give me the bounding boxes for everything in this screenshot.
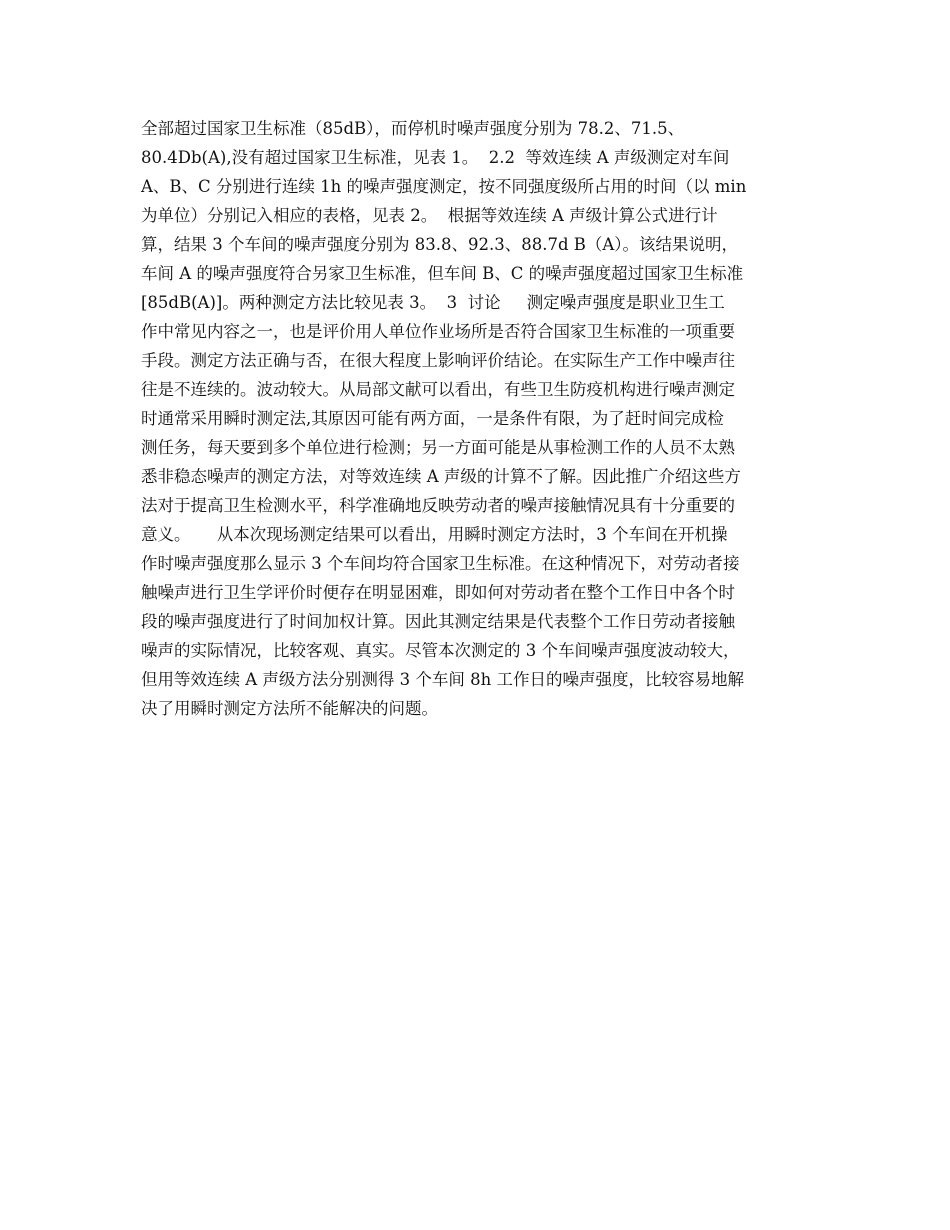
text-line: 手段。测定方法正确与否，在很大程度上影响评价结论。在实际生产工作中噪声往 bbox=[141, 351, 735, 370]
text-line: 段的噪声强度进行了时间加权计算。因此其测定结果是代表整个工作日劳动者接触 bbox=[141, 612, 735, 631]
body-text bbox=[141, 114, 821, 723]
text-line: 算，结果 3 个车间的噪声强度分别为 83.8、92.3、88.7d B（A）。该结果说明， bbox=[141, 235, 739, 254]
text-line: 噪声的实际情况，比较客观、真实。尽管本次测定的 3 个车间噪声强度波动较大， bbox=[141, 641, 740, 660]
text-line: 法对于提高卫生检测水平，科学准确地反映劳动者的噪声接触情况具有十分重要的 bbox=[141, 496, 735, 515]
text-line: A、B、C 分别进行连续 1h 的噪声强度测定，按不同强度级所占用的时间（以 min bbox=[141, 177, 747, 196]
text-line: 为单位）分别记入相应的表格，见表 2。 根据等效连续 A 声级计算公式进行计 bbox=[141, 206, 718, 225]
text-line: 往是不连续的。波动较大。从局部文献可以看出，有些卫生防疫机构进行噪声测定 bbox=[141, 380, 735, 399]
text-line: 作中常见内容之一，也是评价用人单位作业场所是否符合国家卫生标准的一项重要 bbox=[141, 322, 735, 341]
text-line: 车间 A 的噪声强度符合另家卫生标准，但车间 B、C 的噪声强度超过国家卫生标准 bbox=[141, 264, 744, 283]
text-line: 但用等效连续 A 声级方法分别测得 3 个车间 8h 工作日的噪声强度，比较容易地解 bbox=[141, 670, 745, 689]
text-line: 悉非稳态噪声的测定方法，对等效连续 A 声级的计算不了解。因此推广介绍这些方 bbox=[141, 467, 741, 486]
text-line: [85dB(A)]。两种测定方法比较见表 3。 3 讨论 测定噪声强度是职业卫生工 bbox=[141, 293, 725, 312]
text-line: 80.4Db(A),没有超过国家卫生标准，见表 1。 2.2 等效连续 A 声级测定对车间 bbox=[141, 148, 730, 167]
text-line: 测任务，每天要到多个单位进行检测；另一方面可能是从事检测工作的人员不太熟 bbox=[141, 438, 735, 457]
text-line: 意义。 从本次现场测定结果可以看出，用瞬时测定方法时，3 个车间在开机操 bbox=[141, 525, 728, 544]
text-line: 决了用瞬时测定方法所不能解决的问题。 bbox=[141, 699, 438, 718]
text-line: 全部超过国家卫生标准（85dB），而停机时噪声强度分别为 78.2、71.5、 bbox=[141, 119, 685, 138]
text-line: 时通常采用瞬时测定法,其原因可能有两方面，一是条件有限，为了赶时间完成检 bbox=[141, 409, 724, 428]
text-line: 触噪声进行卫生学评价时便存在明显困难，即如何对劳动者在整个工作日中各个时 bbox=[141, 583, 735, 602]
text-line: 作时噪声强度那么显示 3 个车间均符合国家卫生标准。在这种情况下，对劳动者接 bbox=[141, 554, 740, 573]
